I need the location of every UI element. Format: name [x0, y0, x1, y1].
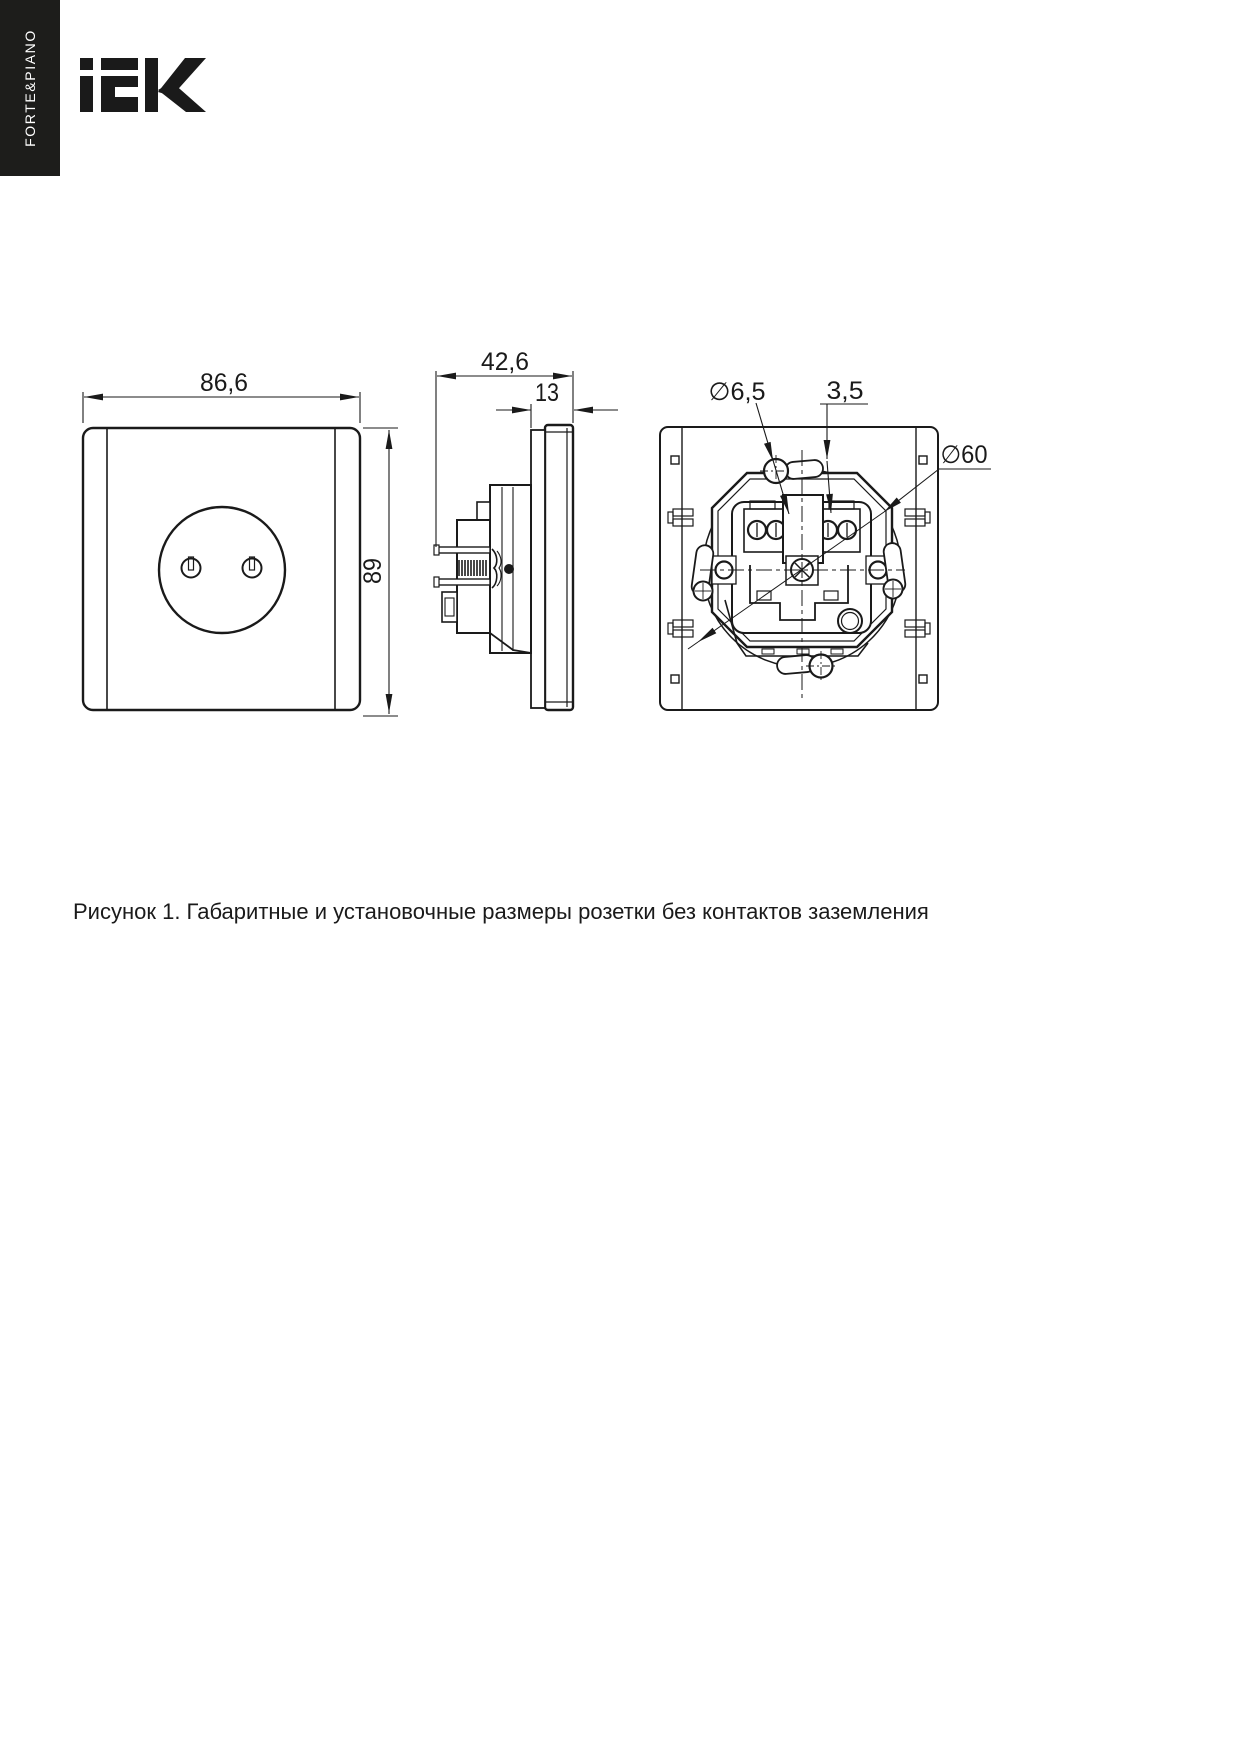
side-cover-plate [545, 425, 573, 710]
mount-slot-top [784, 459, 823, 479]
arrow [386, 430, 393, 449]
dim-front-height [359, 428, 398, 716]
side-view [434, 348, 618, 710]
brand-series-label: FORTE&PIANO [22, 29, 39, 147]
pin-hole-right [243, 559, 262, 578]
dim-label-box-diameter: ∅60 [940, 441, 988, 469]
arrow [574, 407, 593, 414]
front-view [83, 369, 398, 716]
socket-recess [159, 507, 285, 633]
dim-label-front-width: 86,6 [200, 369, 248, 397]
side-claw-upper [437, 547, 490, 553]
dim-label-plate-thickness: 13 [535, 379, 559, 407]
side-inner-frame [531, 430, 545, 708]
arrow [84, 394, 103, 401]
arrow [386, 694, 393, 713]
figure-caption: Рисунок 1. Габаритные и установочные размеры розетки без контактов заземления [73, 899, 929, 924]
arrow [340, 394, 359, 401]
dim-label-side-depth: 42,6 [481, 348, 529, 376]
side-claw-lower [437, 579, 490, 585]
dim-plate-thickness [496, 379, 618, 428]
side-housing-step [477, 502, 490, 520]
arrow [512, 407, 531, 414]
dim-front-width [83, 369, 360, 423]
pin-hole-left [182, 559, 201, 578]
dim-label-slot-width: 3,5 [826, 377, 864, 405]
arrow [437, 373, 456, 380]
dim-label-front-height: 89 [359, 556, 387, 584]
central-channel [783, 495, 823, 563]
side-screw-head [504, 564, 514, 574]
back-view [660, 377, 991, 710]
dim-label-mount-hole: ∅6,5 [708, 378, 766, 406]
side-terminal-block [457, 520, 490, 633]
